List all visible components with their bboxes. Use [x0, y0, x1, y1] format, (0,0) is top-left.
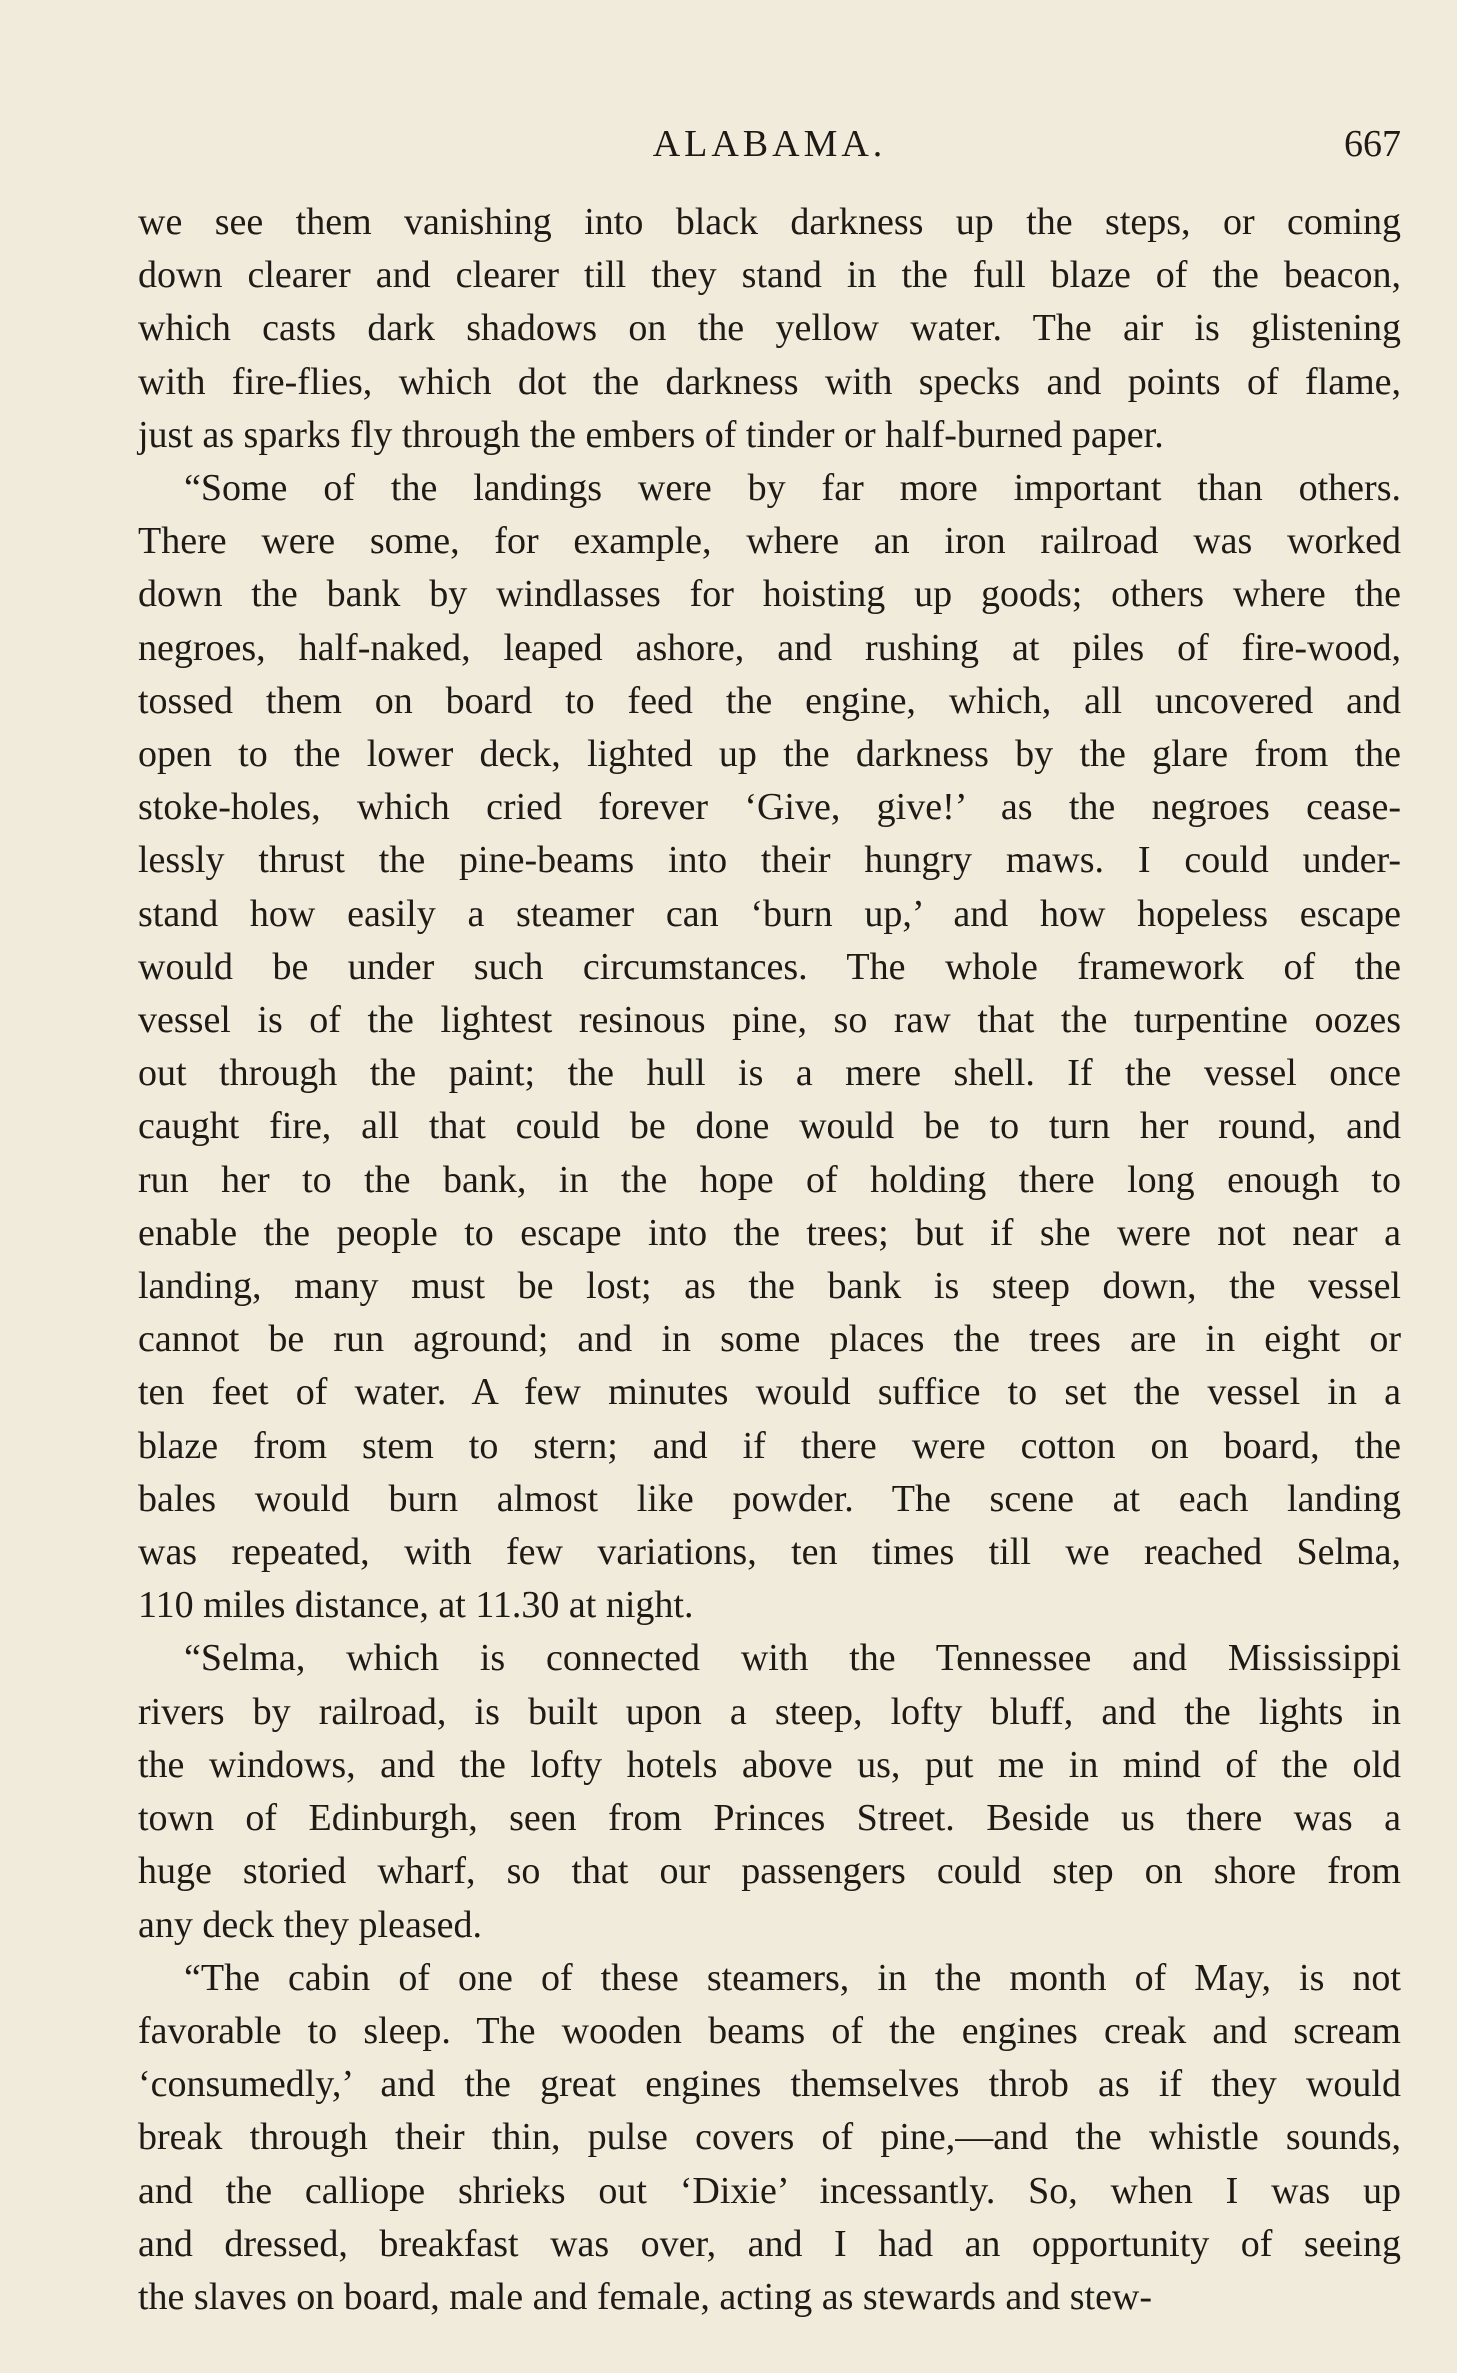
text-line: out through the paint; the hull is a mere shell. If the vessel once [138, 1052, 1401, 1095]
text-line: There were some, for example, where an iron railroad was worked [138, 520, 1401, 563]
text-line: ten feet of water. A few minutes would suffice to set the vessel in a [138, 1371, 1401, 1414]
text-line: stand how easily a steamer can ‘burn up,’ and how hopeless escape [138, 892, 1401, 935]
page-number: 667 [1344, 123, 1401, 165]
text-line: lessly thrust the pine-beams into their hungry maws. I could under- [138, 839, 1401, 882]
text-line: rivers by railroad, is built upon a steep, lofty bluff, and the lights in [138, 1690, 1401, 1733]
paragraph [138, 462, 1401, 1632]
text-line: the windows, and the lofty hotels above us, put me in mind of the old [138, 1743, 1401, 1786]
text-line: we see them vanishing into black darkness up the steps, or coming [138, 201, 1401, 243]
text-line: which casts dark shadows on the yellow water. The air is glistening [138, 307, 1401, 350]
text-line: down clearer and clearer till they stand in the full blaze of the beacon, [138, 254, 1401, 297]
text-line: huge storied wharf, so that our passengers could step on shore from [138, 1850, 1401, 1893]
text-line: the slaves on board, male and female, acting as stewards and stew- [138, 2275, 1153, 2318]
text-line: cannot be run aground; and in some places the trees are in eight or [138, 1318, 1401, 1361]
text-line: landing, many must be lost; as the bank is steep down, the vessel [138, 1265, 1401, 1308]
text-line: down the bank by windlasses for hoisting up goods; others where the [138, 573, 1401, 616]
text-line: “Selma, which is connected with the Tennessee and Mississippi [184, 1637, 1401, 1680]
text-line: just as sparks fly through the embers of tinder or half-burned paper. [138, 413, 1164, 456]
text-line: “The cabin of one of these steamers, in the month of May, is not [184, 1956, 1401, 1999]
text-line: stoke-holes, which cried forever ‘Give, give!’ as the negroes cease- [138, 786, 1401, 829]
text-line: any deck they pleased. [138, 1903, 482, 1946]
text-line: blaze from stem to stern; and if there were cotton on board, the [138, 1424, 1401, 1467]
text-line: favorable to sleep. The wooden beams of the engines creak and scream [138, 2009, 1401, 2052]
text-line: and dressed, breakfast was over, and I had an opportunity of seeing [138, 2222, 1401, 2265]
text-line: town of Edinburgh, seen from Princes Street. Beside us there was a [138, 1797, 1401, 1840]
text-line: was repeated, with few variations, ten times till we reached Selma, [138, 1531, 1401, 1574]
text-line: run her to the bank, in the hope of holding there long enough to [138, 1158, 1401, 1201]
text-line: open to the lower deck, lighted up the darkness by the glare from the [138, 733, 1401, 776]
text-line: enable the people to escape into the trees; but if she were not near a [138, 1211, 1401, 1254]
body-text [138, 196, 1401, 2324]
paragraph [138, 1632, 1401, 1951]
running-title: ALABAMA. [652, 123, 887, 165]
text-line: with fire-flies, which dot the darkness with specks and points of flame, [138, 360, 1401, 403]
text-line: tossed them on board to feed the engine, which, all uncovered and [138, 679, 1401, 722]
paragraph [138, 1952, 1401, 2324]
text-line: 110 miles distance, at 11.30 at night. [138, 1584, 694, 1627]
text-line: vessel is of the lightest resinous pine, so raw that the turpentine oozes [138, 999, 1401, 1042]
text-line: would be under such circumstances. The whole framework of the [138, 945, 1401, 988]
text-line: and the calliope shrieks out ‘Dixie’ incessantly. So, when I was up [138, 2169, 1401, 2212]
paragraph [138, 196, 1401, 462]
text-line: negroes, half-naked, leaped ashore, and rushing at piles of fire-wood, [138, 626, 1401, 669]
text-line: break through their thin, pulse covers of pine,—and the whistle sounds, [138, 2116, 1401, 2159]
text-line: caught fire, all that could be done would be to turn her round, and [138, 1105, 1401, 1148]
text-line: ‘consumedly,’ and the great engines themselves throb as if they would [138, 2063, 1401, 2106]
running-head [138, 118, 1401, 170]
text-line: bales would burn almost like powder. The scene at each landing [138, 1477, 1401, 1520]
text-line: “Some of the landings were by far more important than others. [184, 467, 1401, 510]
